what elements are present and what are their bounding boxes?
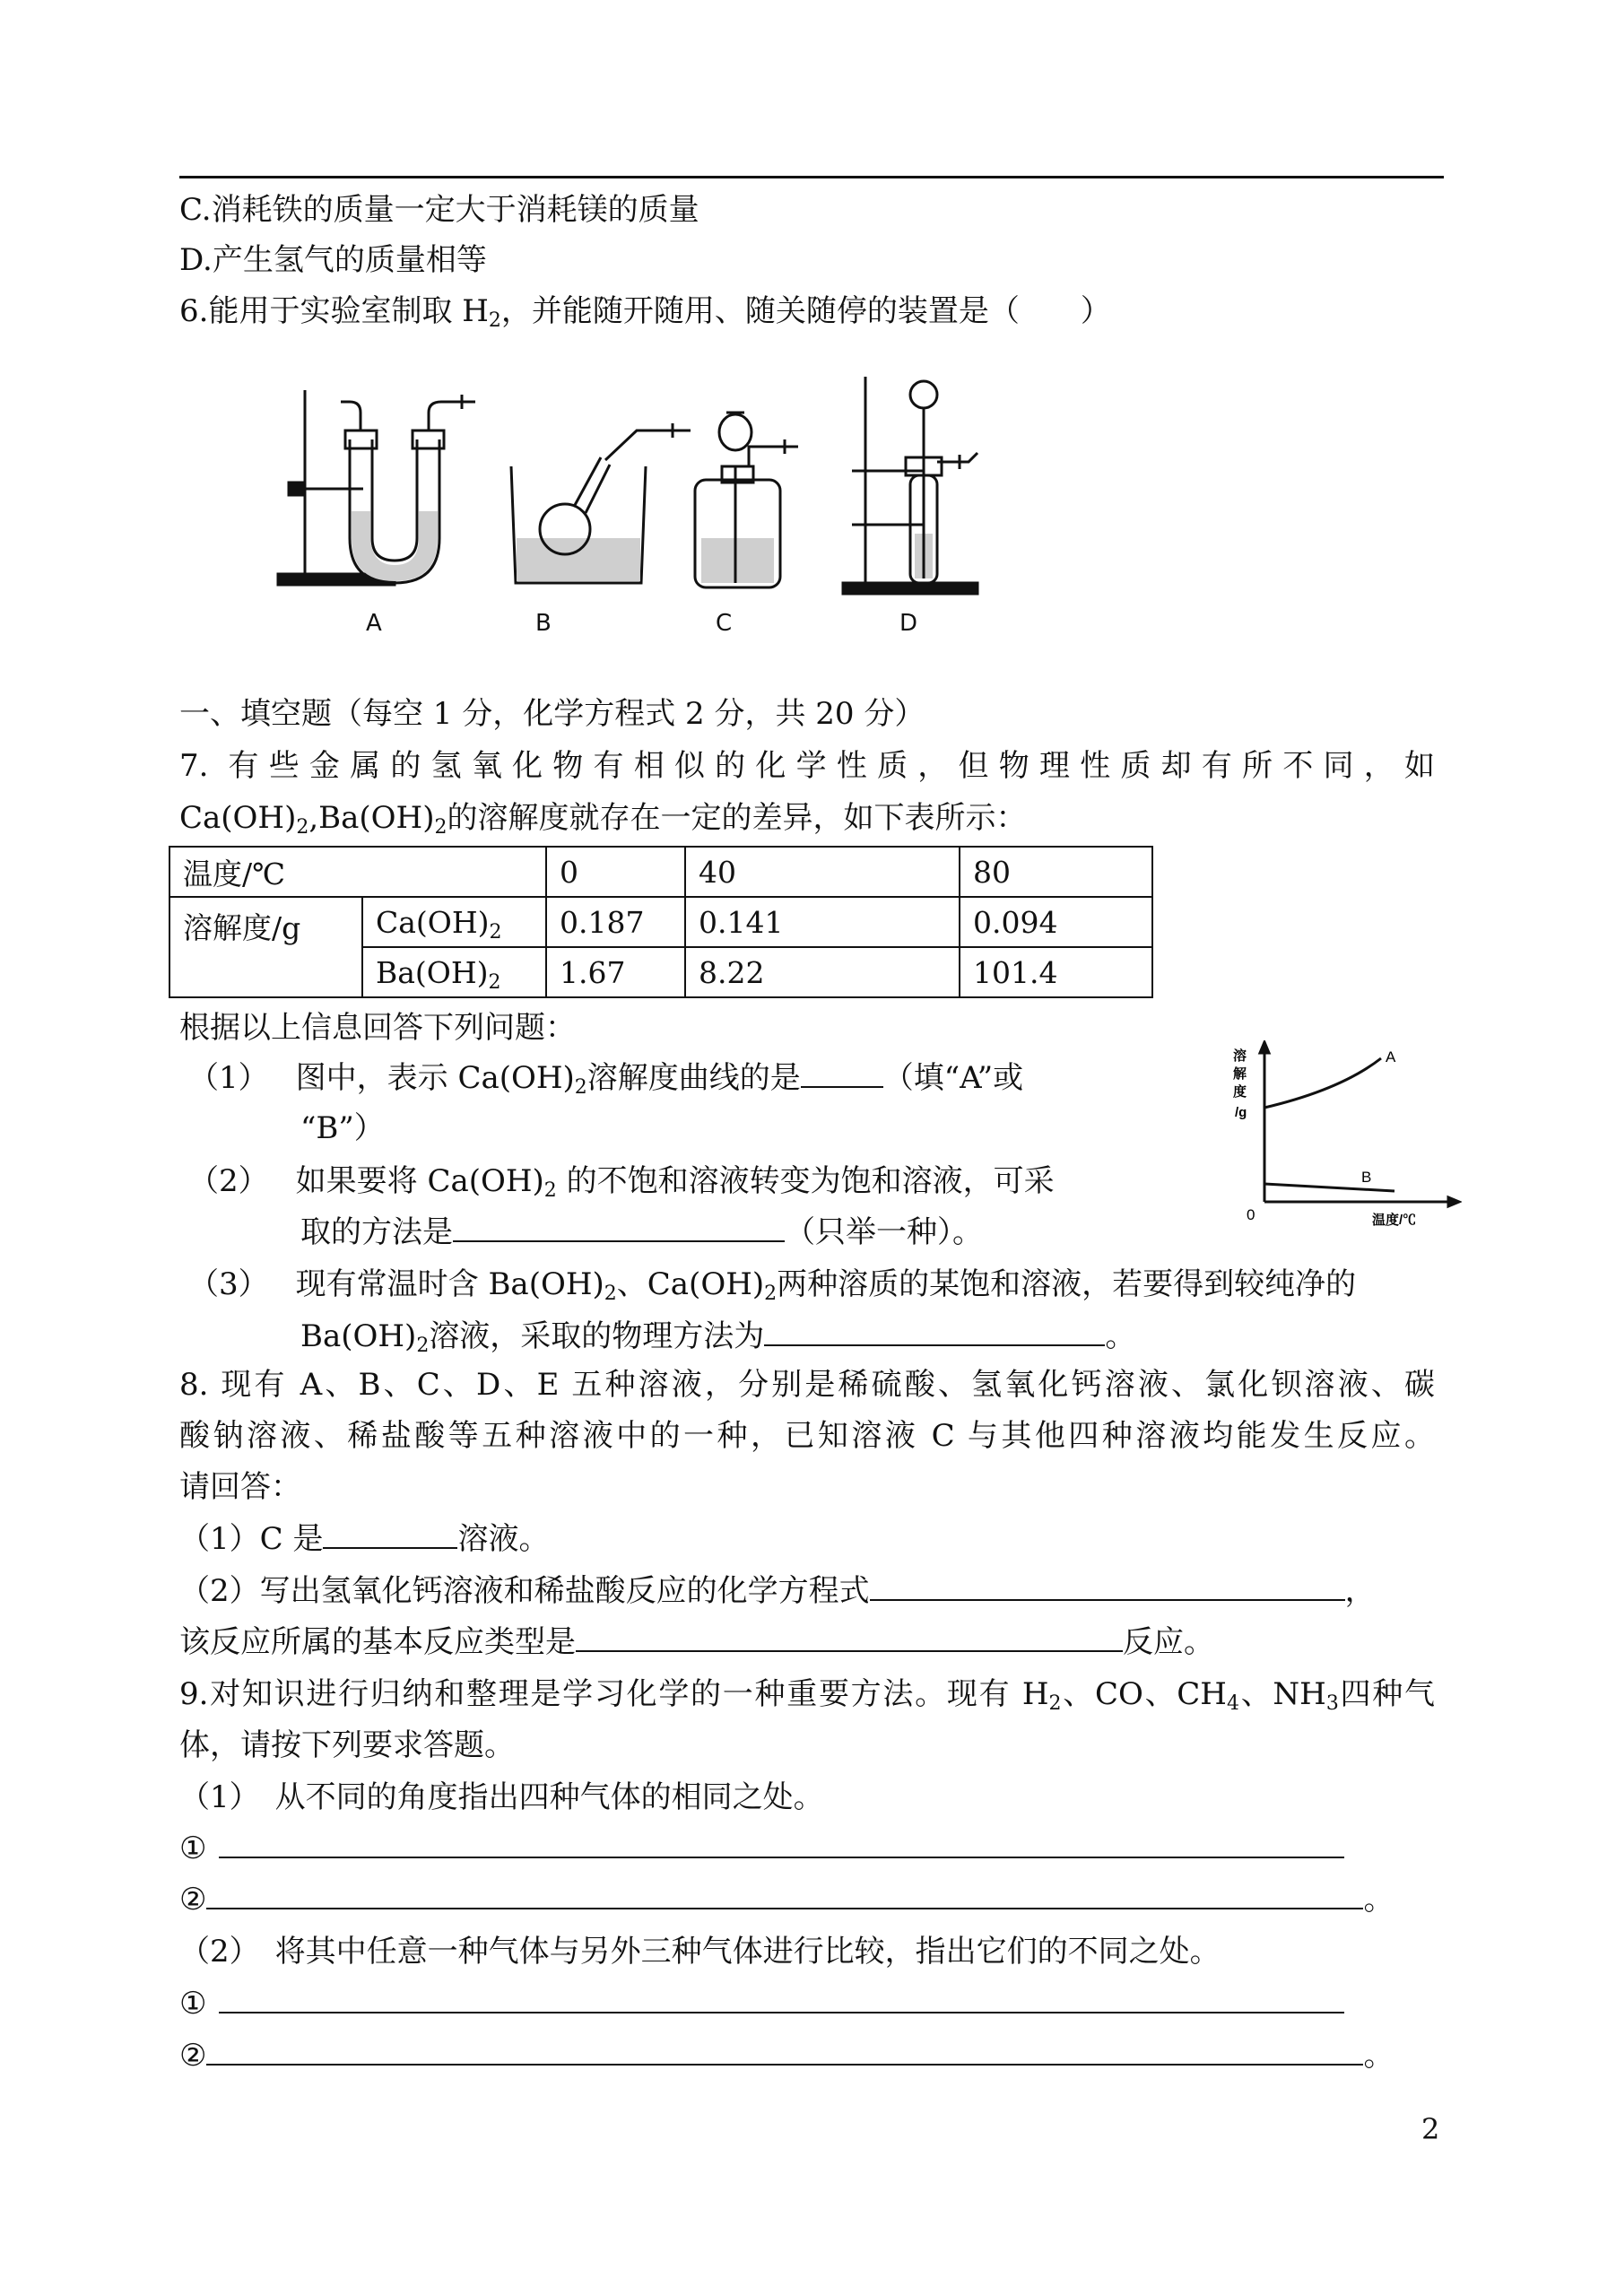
q7-line-2: $Ca(OH)_2,Ba(OH)_2$的溶解度就存在一定的差异，如下表所示： — [179, 800, 1027, 839]
q7-part-3-cont: $Ba(OH)_2$溶液，采取的物理方法为 。 — [300, 1318, 1136, 1357]
gas-apparatus-figure — [206, 377, 834, 664]
graph-ylabel-2: 解 — [1233, 1066, 1247, 1082]
q8-part-1: （1）C 是 溶液。 — [179, 1521, 550, 1557]
q7-part-2: （2） 如果要将 $Ca(OH)_2$ 的不饱和溶液转变为饱和溶液，可采 — [188, 1163, 1055, 1202]
table-cell: 40 — [685, 847, 960, 897]
table-cell: 0.094 — [960, 897, 1152, 947]
q9-part-1-answer-2: ② 。 — [179, 1882, 1394, 1918]
table-cell: 0.187 — [546, 897, 685, 947]
q7-part-1-cont: “B”） — [300, 1110, 385, 1146]
q6-stem: 6.能用于实验室制取 $H_2$，并能随开随用、随关随停的装置是（ ） — [179, 293, 1111, 332]
solubility-curve-graph — [1233, 1040, 1462, 1238]
q9-line-2: 体，请按下列要求答题。 — [179, 1727, 515, 1763]
table-cell: 0.141 — [685, 897, 960, 947]
curve-a — [1264, 1058, 1381, 1108]
apparatus-label-d: D — [899, 610, 918, 637]
q8-line-1: 8. 现有 A、B、C、D、E 五种溶液，分别是稀硫酸、氢氧化钙溶液、氯化钡溶液、碳 — [179, 1367, 1435, 1403]
graph-ylabel-1: 溶 — [1233, 1048, 1247, 1064]
q9-part-2: （2） 将其中任意一种气体与另外三种气体进行比较，指出它们的不同之处。 — [179, 1934, 1221, 1970]
graph-curve-b-label: B — [1361, 1169, 1372, 1186]
table-cell: $Ba(OH)_2$ — [362, 947, 546, 997]
section-title: 一、填空题（每空 1 分，化学方程式 2 分，共 20 分） — [179, 696, 925, 732]
header-rule — [179, 176, 1444, 178]
graph-ylabel-3: 度 — [1233, 1084, 1247, 1100]
q9-part-2-answer-2: ② 。 — [179, 2038, 1394, 2074]
q8-line-2: 酸钠溶液、稀盐酸等五种溶液中的一种，已知溶液 C 与其他四种溶液均能发生反应。 — [179, 1418, 1435, 1454]
q5-option-d: D.产生氢气的质量相等 — [179, 242, 487, 278]
gas-apparatus-d — [834, 372, 995, 605]
table-row — [169, 847, 1152, 897]
solubility-table — [169, 846, 1153, 998]
table-cell: 80 — [960, 847, 1152, 897]
q8-line-3: 请回答： — [179, 1469, 301, 1505]
graph-curve-a-label: A — [1386, 1048, 1396, 1065]
graph-xlabel: 温度/℃ — [1372, 1213, 1417, 1228]
apparatus-label-a: A — [366, 610, 382, 637]
curve-b — [1264, 1184, 1394, 1191]
q9-part-1-answer-1: ① — [179, 1827, 1344, 1870]
apparatus-label-b: B — [535, 610, 552, 637]
graph-origin: 0 — [1247, 1206, 1255, 1223]
q8-part-2: （2）写出氢氧化钙溶液和稀盐酸反应的化学方程式 ， — [179, 1573, 1376, 1609]
q7-part-2-cont: 取的方法是 （只举一种）。 — [300, 1214, 983, 1250]
page-number: 2 — [1421, 2112, 1440, 2146]
q8-part-2-cont: 该反应所属的基本反应类型是 反应。 — [179, 1624, 1214, 1660]
apparatus-label-c: C — [716, 610, 733, 637]
q9-line-1: 9.对知识进行归纳和整理是学习化学的一种重要方法。现有 $H_2$、CO、$CH_4$、$NH_3$四种气 — [179, 1676, 1436, 1715]
table-cell: 8.22 — [685, 947, 960, 997]
q9-part-2-answer-1: ① — [179, 1982, 1344, 2025]
table-cell: 101.4 — [960, 947, 1152, 997]
table-cell: 1.67 — [546, 947, 685, 997]
q9-part-1: （1） 从不同的角度指出四种气体的相同之处。 — [179, 1779, 824, 1815]
table-row-label: 溶解度/g — [169, 897, 362, 997]
table-row — [169, 897, 1152, 947]
table-cell: 0 — [546, 847, 685, 897]
q7-part-3: （3） 现有常温时含 $Ba(OH)_2$、$Ca(OH)_2$两种溶质的某饱和溶液，若要得到较纯净的 — [188, 1266, 1357, 1305]
q7-line-1: 7. 有些金属的氢氧化物有相似的化学性质，但物理性质却有所不同，如 — [179, 748, 1435, 784]
graph-ylabel-4: /g — [1235, 1105, 1247, 1120]
q7-part-1: （1） 图中，表示 $Ca(OH)_2$溶解度曲线的是 （填“A”或 — [188, 1060, 1024, 1099]
q5-option-c: C.消耗铁的质量一定大于消耗镁的质量 — [179, 192, 699, 228]
table-cell: $Ca(OH)_2$ — [362, 897, 546, 947]
table-header-label: 温度/℃ — [169, 847, 546, 897]
q7-intro: 根据以上信息回答下列问题： — [179, 1010, 576, 1046]
